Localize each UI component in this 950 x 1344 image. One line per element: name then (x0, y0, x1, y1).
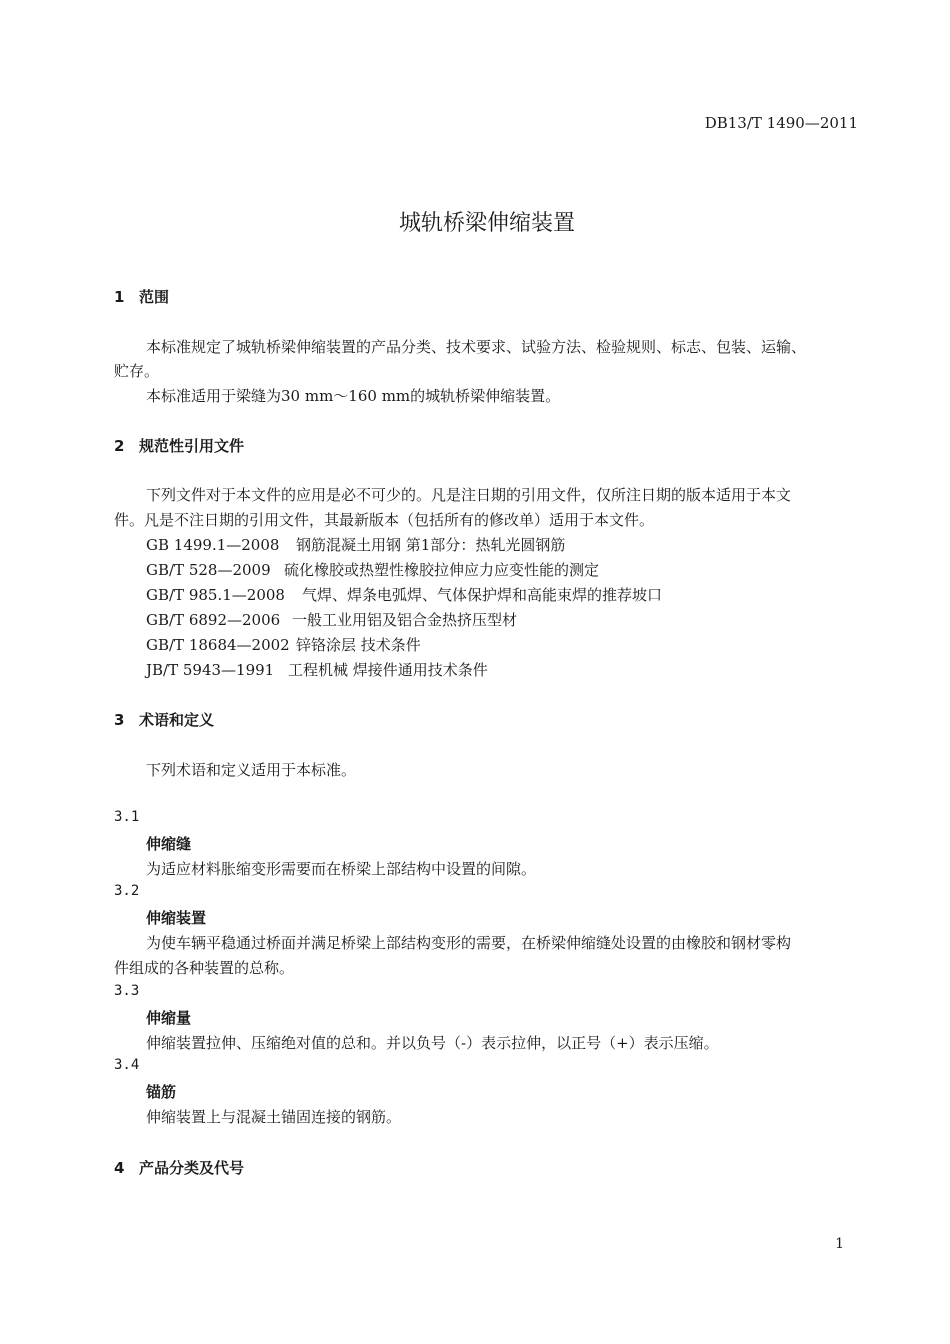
section-4-heading (114, 1157, 244, 1178)
section-number: 1 (114, 288, 125, 306)
reference-item (146, 609, 517, 630)
term-definition: 伸缩装置上与混凝土锚固连接的钢筋。 (146, 1108, 402, 1126)
term-definition: 为适应材料胀缩变形需要而在桥梁上部结构中设置的间隙。 (146, 860, 537, 878)
reference-title: 气焊、焊条电弧焊、气体保护焊和高能束焊的推荐坡口 (302, 586, 663, 604)
section-3-heading (114, 709, 214, 730)
reference-title: 一般工业用铝及铝合金热挤压型材 (292, 611, 518, 629)
term-name: 伸缩量 (146, 1009, 192, 1027)
section-2-heading (114, 435, 244, 456)
scope-paragraph-line1: 本标准规定了城轨桥梁伸缩装置的产品分类、技术要求、试验方法、检验规则、标志、包装、运输、 (146, 338, 807, 356)
term-number: 3.4 (114, 1057, 140, 1073)
term-number: 3.1 (114, 809, 140, 825)
term-definition: 为使车辆平稳通过桥面并满足桥梁上部结构变形的需要，在桥梁伸缩缝处设置的由橡胶和钢材零构 (146, 934, 792, 952)
term-number: 3.3 (114, 983, 140, 999)
term-definition: 伸缩装置拉伸、压缩绝对值的总和。并以负号（-）表示拉伸，以正号（+）表示压缩。 (146, 1034, 719, 1052)
section-number: 2 (114, 437, 125, 455)
reference-title: 钢筋混凝土用钢 第1部分：热轧光圆钢筋 (296, 536, 566, 554)
section-title: 规范性引用文件 (139, 437, 245, 455)
section-number: 3 (114, 711, 125, 729)
section-title: 术语和定义 (139, 711, 215, 729)
term-name: 伸缩缝 (146, 835, 192, 853)
document-title: 城轨桥梁伸缩装置 (398, 211, 575, 236)
reference-item (146, 559, 599, 580)
reference-code: JB/T 5943—1991 (146, 661, 275, 679)
reference-code: GB/T 18684—2002 (146, 636, 290, 654)
term-name: 伸缩装置 (146, 909, 207, 927)
reference-item (146, 534, 565, 555)
reference-code: GB/T 6892—2006 (146, 611, 281, 629)
scope-applicability: 本标准适用于梁缝为30 mm～160 mm的城轨桥梁伸缩装置。 (146, 387, 561, 405)
term-definition-continued: 件组成的各种装置的总称。 (114, 959, 295, 977)
section-1-heading (114, 286, 169, 307)
page-number: 1 (835, 1236, 844, 1252)
reference-title: 硫化橡胶或热塑性橡胶拉伸应力应变性能的测定 (284, 561, 600, 579)
reference-title: 锌铬涂层 技术条件 (296, 636, 421, 654)
reference-code: GB 1499.1—2008 (146, 536, 280, 554)
reference-code: GB/T 985.1—2008 (146, 586, 285, 604)
reference-code: GB/T 528—2009 (146, 561, 271, 579)
normative-intro-line2: 件。凡是不注日期的引用文件，其最新版本（包括所有的修改单）适用于本文件。 (114, 511, 655, 529)
reference-title: 工程机械 焊接件通用技术条件 (288, 661, 488, 679)
reference-item (146, 659, 488, 680)
reference-item (146, 634, 421, 655)
term-number: 3.2 (114, 883, 140, 899)
terms-intro: 下列术语和定义适用于本标准。 (146, 761, 357, 779)
standard-code: DB13/T 1490—2011 (704, 114, 858, 132)
section-title: 范围 (139, 288, 170, 306)
reference-item (146, 584, 662, 605)
section-title: 产品分类及代号 (139, 1159, 245, 1177)
normative-intro-line1: 下列文件对于本文件的应用是必不可少的。凡是注日期的引用文件，仅所注日期的版本适用于本文 (146, 486, 792, 504)
scope-paragraph-line2: 贮存。 (114, 362, 160, 380)
term-name: 锚筋 (146, 1083, 177, 1101)
section-number: 4 (114, 1159, 125, 1177)
